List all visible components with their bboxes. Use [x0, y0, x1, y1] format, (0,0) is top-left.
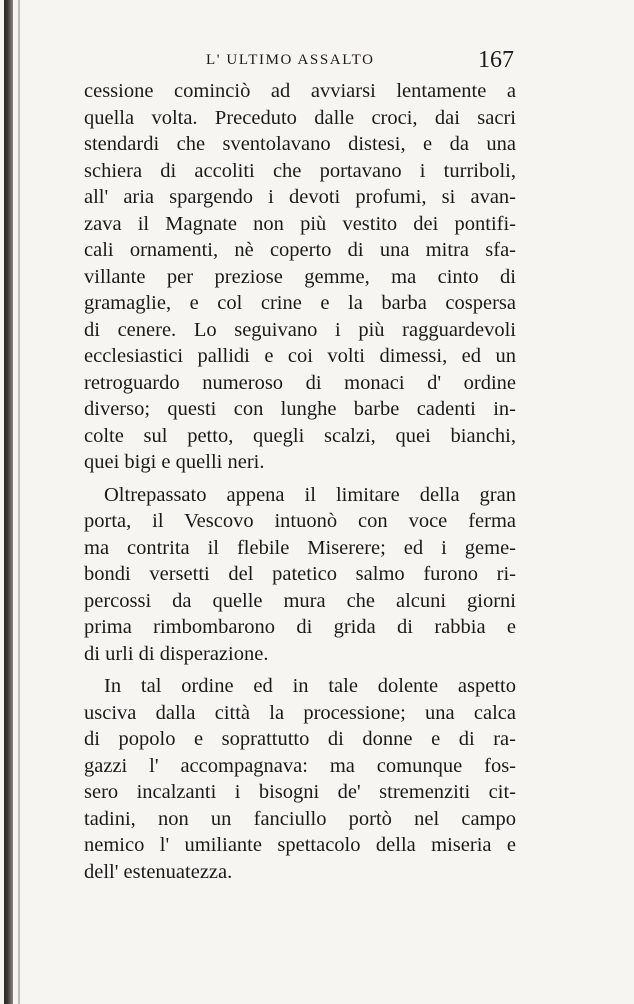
page-number: 167	[478, 47, 514, 73]
running-title: L' ULTIMO ASSALTO	[206, 52, 375, 68]
page-edge-shadow	[4, 0, 13, 1004]
text-line: di urli di disperazione.	[84, 642, 269, 665]
text-line: prima rimbombarono di grida di rabbia e	[84, 616, 516, 638]
text-line: Oltrepassato appena il limitare della gran	[104, 483, 516, 506]
text-line: gazzi l' accompagnava: ma comunque fos-	[84, 754, 516, 777]
text-line: colte sul petto, quegli scalzi, quei bianchi,	[84, 424, 516, 447]
text-line: dell' estenuatezza.	[84, 860, 233, 883]
text-line: bondi versetti del patetico salmo furono ri-	[84, 563, 516, 585]
body-text	[84, 78, 516, 885]
text-line: porta, il Vescovo intuonò con voce ferma	[84, 510, 516, 532]
text-line: all' aria spargendo i devoti profumi, si avan-	[84, 186, 516, 208]
text-line: diverso; questi con lunghe barbe cadenti in-	[84, 398, 516, 420]
text-line: cali ornamenti, nè coperto di una mitra sfa-	[84, 239, 516, 261]
text-line: ecclesiastici pallidi e coi volti dimessi, ed un	[84, 345, 516, 367]
page-header	[84, 47, 514, 73]
text-line: schiera di accoliti che portavano i turriboli,	[84, 159, 516, 182]
text-line: quei bigi e quelli neri.	[84, 451, 265, 473]
page-edge-line	[18, 0, 20, 1004]
text-line: nemico l' umiliante spettacolo della miseria e	[84, 834, 516, 856]
text-line: sero incalzanti i bisogni de' stremenziti cit-	[84, 781, 516, 803]
text-line: quella volta. Preceduto dalle croci, dai sacri	[84, 106, 516, 129]
text-line: villante per preziose gemme, ma cinto di	[84, 265, 516, 288]
text-line: cessione cominciò ad avviarsi lentamente a	[84, 80, 516, 102]
text-line: In tal ordine ed in tale dolente aspetto	[104, 675, 516, 697]
text-line: stendardi che sventolavano distesi, e da una	[84, 133, 516, 155]
text-line: gramaglie, e col crine e la barba cospersa	[84, 292, 516, 314]
text-line: usciva dalla città la processione; una calca	[84, 701, 516, 724]
paragraph	[84, 482, 516, 668]
text-line: tadini, non un fanciullo portò nel campo	[84, 807, 516, 830]
text-line: percossi da quelle mura che alcuni giorni	[84, 589, 516, 612]
text-line: di popolo e soprattutto di donne e di ra-	[84, 728, 516, 750]
paragraph	[84, 673, 516, 885]
paragraph	[84, 78, 516, 476]
text-line: retroguardo numeroso di monaci d' ordine	[84, 371, 516, 394]
text-line: ma contrita il flebile Miserere; ed i geme-	[84, 536, 516, 559]
text-line: zava il Magnate non più vestito dei pontifi-	[84, 212, 516, 235]
text-line: di cenere. Lo seguivano i più ragguardevoli	[84, 318, 516, 341]
